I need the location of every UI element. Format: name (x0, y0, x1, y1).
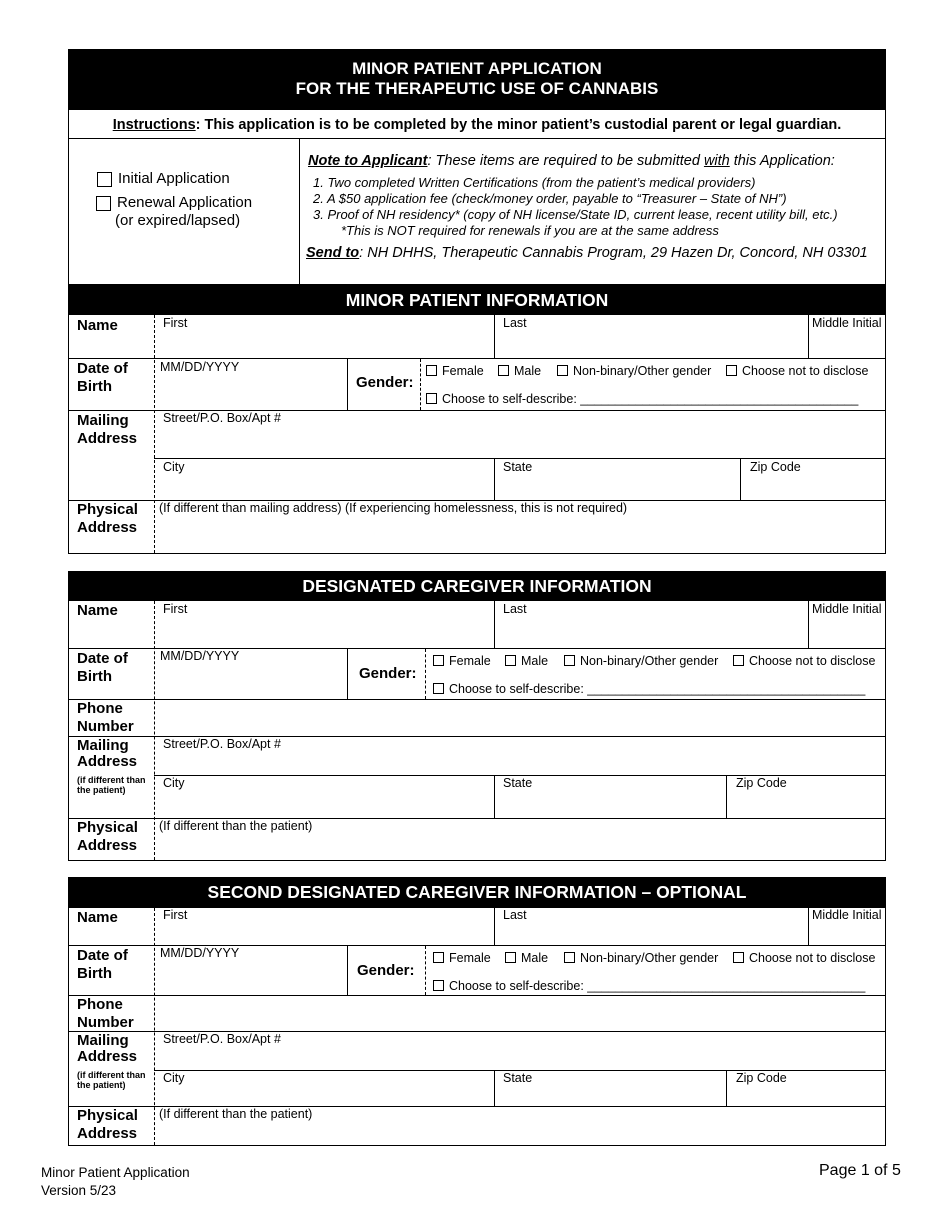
application-type-divider (299, 138, 300, 285)
patient-zip-field[interactable]: Zip Code (750, 460, 801, 474)
caregiver-gender-male-checkbox[interactable] (505, 655, 516, 666)
patient-physical-label-1: Physical (77, 501, 138, 518)
second-caregiver-gender-not-disclose-checkbox[interactable] (733, 952, 744, 963)
caregiver-mailing-note: (if different than the patient) (77, 775, 146, 795)
patient-gender-not-disclose-label: Choose not to disclose (742, 364, 869, 378)
caregiver-physical-label (77, 819, 138, 855)
second-caregiver-gender-male-checkbox[interactable] (505, 952, 516, 963)
note-intro-with: with (703, 153, 730, 169)
caregiver-phone-field[interactable] (156, 700, 884, 735)
caregiver-physical-label-2: Address (77, 837, 138, 854)
patient-name-label: Name (77, 317, 118, 334)
patient-gender-not-disclose-checkbox[interactable] (726, 365, 737, 376)
second-caregiver-gender-not-disclose-label: Choose not to disclose (749, 951, 876, 965)
patient-gender-nonbinary-checkbox[interactable] (557, 365, 568, 376)
note-item-3: 3. Proof of NH residency* (copy of NH license/State ID, current lease, recent utility bill, etc.) (313, 207, 838, 222)
caregiver-name-label: Name (77, 602, 118, 619)
caregiver-gender-not-disclose-checkbox[interactable] (733, 655, 744, 666)
second-caregiver-zip-field[interactable]: Zip Code (736, 1071, 787, 1085)
footer-version: Version 5/23 (41, 1183, 117, 1198)
patient-last-name-field[interactable]: Last (503, 316, 527, 330)
note-intro (308, 153, 835, 169)
patient-street-field[interactable]: Street/P.O. Box/Apt # (163, 411, 281, 425)
caregiver-gender-self-describe-field[interactable]: Choose to self-describe: ________________________________________ (449, 682, 866, 696)
caregiver-dob-label (77, 650, 128, 686)
caregiver-gender-female-label: Female (449, 654, 491, 668)
caregiver-physical-address-field[interactable]: (If different than the patient) (159, 819, 313, 833)
section-header-minor-patient: MINOR PATIENT INFORMATION (68, 285, 886, 315)
patient-gender-male-label: Male (514, 364, 542, 378)
second-caregiver-mailing-note: (if different than the patient) (77, 1070, 146, 1090)
patient-dob-label-2: Birth (77, 378, 112, 395)
patient-dob-label-1: Date of (77, 360, 128, 377)
second-caregiver-dob-label (77, 947, 128, 983)
second-caregiver-gender-self-describe-checkbox[interactable] (433, 980, 444, 991)
section-header-second-caregiver: SECOND DESIGNATED CAREGIVER INFORMATION – OPTIONAL (68, 877, 886, 908)
send-to-address: : NH DHHS, Therapeutic Cannabis Program, 29 Hazen Dr, Concord, NH 03301 (359, 245, 868, 261)
second-caregiver-state-field[interactable]: State (503, 1071, 533, 1085)
note-intro-b: this Application: (729, 153, 835, 169)
second-caregiver-gender-self-describe-field[interactable]: Choose to self-describe: ________________________________________ (449, 979, 866, 993)
caregiver-mailing-label-2: Address (77, 753, 138, 770)
second-caregiver-phone-field[interactable] (156, 996, 884, 1030)
second-caregiver-phone-label-2: Number (77, 1014, 134, 1031)
second-caregiver-city-field[interactable]: City (163, 1071, 185, 1085)
form-title-banner (68, 49, 886, 110)
note-label: Note to Applicant (308, 153, 428, 169)
second-caregiver-gender-male-label: Male (521, 951, 549, 965)
second-caregiver-phone-label-1: Phone (77, 996, 123, 1013)
patient-physical-address-field[interactable]: (If different than mailing address) (If experiencing homelessness, this is not required) (159, 501, 628, 515)
patient-state-field[interactable]: State (503, 460, 533, 474)
footer-page-number: Page 1 of 5 (819, 1162, 901, 1179)
send-to-label: Send to (306, 245, 360, 261)
second-caregiver-dob-label-1: Date of (77, 947, 128, 964)
caregiver-last-name-field[interactable]: Last (503, 602, 527, 616)
initial-application-label: Initial Application (118, 170, 230, 187)
patient-middle-initial-field[interactable]: Middle Initial (812, 316, 882, 330)
footer-doc-name: Minor Patient Application (41, 1165, 190, 1180)
note-item-1: 1. Two completed Written Certifications (from the patient’s medical providers) (313, 175, 756, 190)
second-caregiver-mailing-label-1: Mailing (77, 1032, 129, 1049)
patient-mailing-label-1: Mailing (77, 412, 129, 429)
caregiver-city-field[interactable]: City (163, 776, 185, 790)
second-caregiver-gender-label: Gender: (357, 962, 415, 979)
second-caregiver-mailing-label (77, 1032, 137, 1066)
renewal-application-checkbox[interactable] (96, 196, 111, 211)
caregiver-mailing-label-1: Mailing (77, 737, 129, 754)
caregiver-dob-label-2: Birth (77, 668, 112, 685)
section-header-caregiver: DESIGNATED CAREGIVER INFORMATION (68, 571, 886, 601)
minor-patient-table (68, 314, 886, 554)
patient-gender-nonbinary-label: Non-binary/Other gender (573, 364, 712, 378)
send-to (306, 245, 868, 261)
caregiver-phone-label-1: Phone (77, 700, 123, 717)
caregiver-middle-initial-field[interactable]: Middle Initial (812, 602, 882, 616)
second-caregiver-gender-nonbinary-checkbox[interactable] (564, 952, 575, 963)
patient-dob-field[interactable]: MM/DD/YYYY (160, 360, 240, 374)
caregiver-dob-label-1: Date of (77, 650, 128, 667)
second-caregiver-first-name-field[interactable]: First (163, 908, 188, 922)
caregiver-street-field[interactable]: Street/P.O. Box/Apt # (163, 737, 281, 751)
caregiver-gender-male-label: Male (521, 654, 549, 668)
patient-physical-label-2: Address (77, 519, 138, 536)
patient-mailing-label (77, 412, 137, 448)
second-caregiver-gender-female-checkbox[interactable] (433, 952, 444, 963)
caregiver-gender-not-disclose-label: Choose not to disclose (749, 654, 876, 668)
form-title-line2: FOR THE THERAPEUTIC USE OF CANNABIS (295, 79, 659, 98)
caregiver-gender-self-describe-checkbox[interactable] (433, 683, 444, 694)
patient-mailing-label-2: Address (77, 430, 138, 447)
second-caregiver-name-label: Name (77, 909, 118, 926)
second-caregiver-middle-initial-field[interactable]: Middle Initial (812, 908, 882, 922)
second-caregiver-physical-label (77, 1107, 138, 1143)
second-caregiver-physical-label-1: Physical (77, 1107, 138, 1124)
instructions-text: : This application is to be completed by the minor patient’s custodial parent or legal guardian. (195, 117, 842, 133)
caregiver-dob-field[interactable]: MM/DD/YYYY (160, 649, 240, 663)
renewal-application-note: (or expired/lapsed) (115, 212, 241, 229)
patient-gender-label: Gender: (356, 374, 414, 391)
patient-gender-female-checkbox[interactable] (426, 365, 437, 376)
caregiver-zip-field[interactable]: Zip Code (736, 776, 787, 790)
caregiver-phone-label (77, 700, 134, 736)
second-caregiver-mailing-label-2: Address (77, 1048, 138, 1065)
caregiver-gender-female-checkbox[interactable] (433, 655, 444, 666)
renewal-application-label: Renewal Application (117, 194, 253, 211)
second-caregiver-last-name-field[interactable]: Last (503, 908, 527, 922)
patient-gender-self-describe-field[interactable]: Choose to self-describe: ________________________________________ (442, 392, 859, 406)
patient-gender-male-checkbox[interactable] (498, 365, 509, 376)
caregiver-gender-nonbinary-checkbox[interactable] (564, 655, 575, 666)
note-intro-a: : These items are required to be submitted (427, 153, 704, 169)
instructions-label: Instructions (112, 117, 196, 133)
caregiver-phone-label-2: Number (77, 718, 134, 735)
second-caregiver-physical-address-field[interactable]: (If different than the patient) (159, 1107, 313, 1121)
second-caregiver-dob-label-2: Birth (77, 965, 112, 982)
caregiver-physical-label-1: Physical (77, 819, 138, 836)
caregiver-gender-label: Gender: (359, 665, 417, 682)
instructions-row (68, 109, 886, 139)
second-caregiver-phone-label (77, 996, 134, 1032)
caregiver-mailing-label (77, 737, 137, 771)
patient-physical-label (77, 501, 138, 537)
patient-dob-label (77, 360, 128, 396)
second-caregiver-gender-female-label: Female (449, 951, 491, 965)
note-footnote: *This is NOT required for renewals if you are at the same address (341, 223, 719, 238)
patient-first-name-field[interactable]: First (163, 316, 188, 330)
initial-application-checkbox[interactable] (97, 172, 112, 187)
caregiver-gender-nonbinary-label: Non-binary/Other gender (580, 654, 719, 668)
second-caregiver-physical-label-2: Address (77, 1125, 138, 1142)
patient-city-field[interactable]: City (163, 460, 185, 474)
caregiver-first-name-field[interactable]: First (163, 602, 188, 616)
second-caregiver-street-field[interactable]: Street/P.O. Box/Apt # (163, 1032, 281, 1046)
form-title-line1: MINOR PATIENT APPLICATION (352, 59, 602, 78)
note-item-2: 2. A $50 application fee (check/money order, payable to “Treasurer – State of NH”) (313, 191, 787, 206)
second-caregiver-gender-nonbinary-label: Non-binary/Other gender (580, 951, 719, 965)
patient-gender-female-label: Female (442, 364, 484, 378)
caregiver-state-field[interactable]: State (503, 776, 533, 790)
second-caregiver-dob-field[interactable]: MM/DD/YYYY (160, 946, 240, 960)
patient-gender-self-describe-checkbox[interactable] (426, 393, 437, 404)
